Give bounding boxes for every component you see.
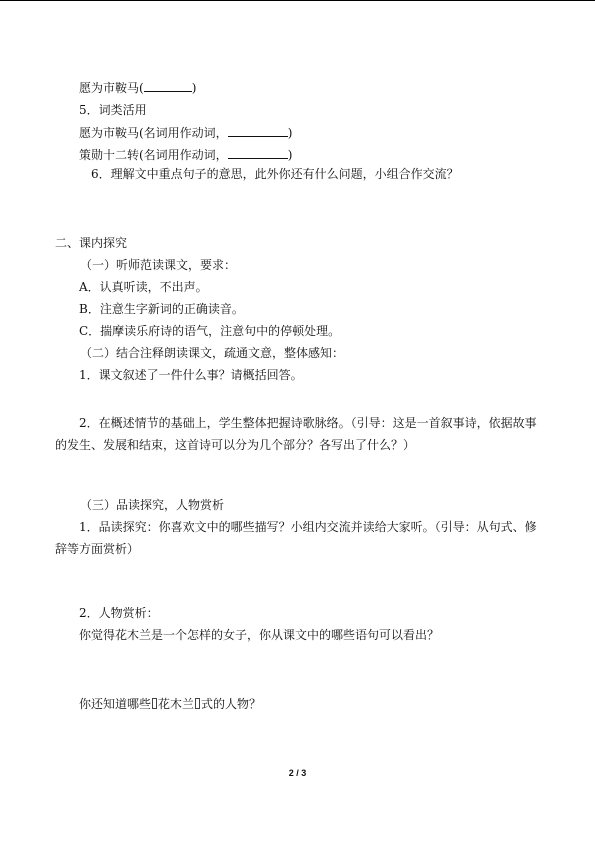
question-structure-line-2: 的发生、发展和结束，这首诗可以分为几个部分？各写出了什么？） [55, 438, 416, 452]
page-number: 2 / 3 [288, 768, 307, 778]
answer-blank[interactable] [228, 147, 288, 159]
exercise-line-1 [79, 80, 196, 95]
exercise-line-3-text: 愿为市鞍马(名词用作动词， [79, 126, 228, 140]
subsection-2: （二）结合注释朗读课文，疏通文意，整体感知： [80, 346, 345, 360]
requirement-c: C．揣摩读乐府诗的语气，注意句中的停顿处理。 [79, 324, 341, 338]
missing-glyph-close-quote [195, 698, 200, 709]
question-similar-figures-b: 花木兰 [158, 697, 195, 711]
question-reading-line-1: 1．品读探究：你喜欢文中的哪些描写？小组内交流并读给大家听。（引导：从句式、修 [79, 520, 537, 534]
question-similar-figures-c: 式的人物？ [201, 697, 262, 711]
exercise-line-4 [79, 147, 292, 162]
requirement-b: B．注意生字新词的正确读音。 [79, 302, 244, 316]
missing-glyph-open-quote [152, 698, 157, 709]
section-heading-word-class: 5．词类活用 [79, 103, 147, 117]
question-6: 6．理解文中重点句子的意思，此外你还有什么问题，小组合作交流？ [91, 167, 459, 181]
subsection-1: （一）听师范读课文，要求： [80, 258, 237, 272]
requirement-a: A．认真听读，不出声。 [79, 280, 208, 294]
answer-blank[interactable] [228, 125, 288, 137]
section-heading-in-class: 二、课内探究 [55, 236, 128, 250]
question-summary: 1．课文叙述了一件什么事？请概括回答。 [79, 368, 303, 382]
page-top-border [0, 0, 595, 1]
answer-blank[interactable] [144, 80, 192, 92]
exercise-line-1-close: ) [191, 81, 197, 95]
exercise-line-1-text: 愿为市鞍马( [79, 81, 144, 95]
exercise-line-4-close: ) [287, 148, 293, 162]
character-analysis-heading: 2．人物赏析： [79, 606, 159, 620]
exercise-line-4-text: 策勋十二转(名词用作动词， [79, 148, 228, 162]
question-character: 你觉得花木兰是一个怎样的女子，你从课文中的哪些语句可以看出？ [79, 628, 440, 642]
subsection-3: （三）品读探究，人物赏析 [80, 498, 225, 512]
question-similar-figures [79, 697, 261, 711]
question-reading-line-2: 辞等方面赏析） [55, 542, 140, 556]
question-similar-figures-a: 你还知道哪些 [79, 697, 152, 711]
exercise-line-3 [79, 125, 292, 140]
question-structure-line-1: 2．在概述情节的基础上，学生整体把握诗歌脉络。（引导：这是一首叙事诗，依据故事 [79, 416, 537, 430]
exercise-line-3-close: ) [287, 126, 293, 140]
